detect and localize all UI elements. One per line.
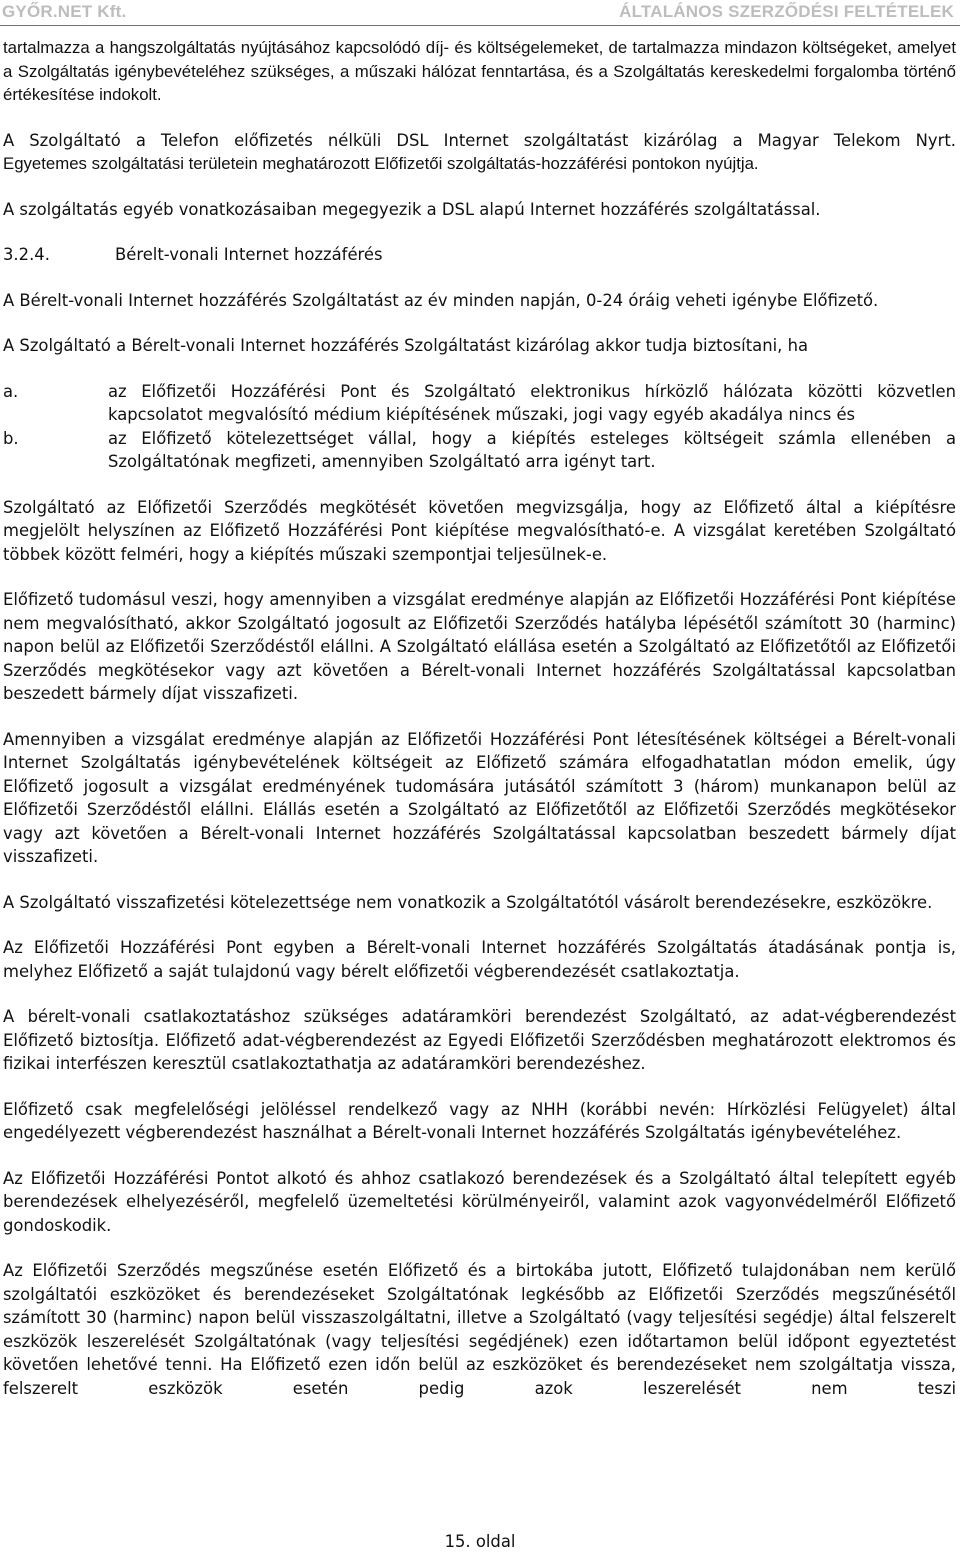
paragraph-14: Az Előfizetői Szerződés megszűnése esetén Előfizető és a birtokába jutott, Előfizető tulajdonában nem kerülő szolgáltatói eszközöket és berendezéseket Szolgáltatónak legkésőbb az Előfizetői Szerződés megszűnésétől számított 30 (harminc) napon belül visszaszolgáltatni, illetve a Szolgáltató (vagy teljesítési segédje) által felszerelt eszközök leszerelését Szolgáltatónak (vagy teljesítési segédjének) ezen időtartamon belül időpont egyeztetést követően lehetővé tenni. Ha Előfizető ezen időn belül az eszközöket és berendezéseket nem szolgáltatja vissza, felszerelt eszközök esetén pedig azok leszerelését nem teszi	[3, 1261, 956, 1398]
list-marker: b.	[3, 428, 19, 448]
paragraph-10: Az Előfizetői Hozzáférési Pont egyben a Bérelt-vonali Internet hozzáférés Szolgáltatás átadásának pontja is, melyhez Előfizető a saját tulajdonú vagy bérelt előfizetői végberendezését csatlakoztatja.	[3, 938, 956, 981]
document-body	[3, 36, 956, 1422]
paragraph-2-line-2: Egyetemes szolgáltatási területein meghatározott Előfizetői szolgáltatás-hozzáférési pontokon nyújtja.	[3, 154, 759, 173]
paragraph-3: A szolgáltatás egyéb vonatkozásaiban megegyezik a DSL alapú Internet hozzáférés szolgáltatással.	[3, 199, 821, 219]
paragraph-6: Szolgáltató az Előfizetői Szerződés megkötését követően megvizsgálja, hogy az Előfizető által a kiépítésre megjelölt helyszínen az Előfizető Hozzáférési Pont kiépítése megvalósítható-e. A vizsgálat keretében Szolgáltató többek között felméri, hogy a kiépítés műszaki szempontjai teljesülnek-e.	[3, 497, 956, 564]
page-header	[0, 0, 960, 24]
section-heading	[3, 243, 956, 267]
paragraph-9: A Szolgáltató visszafizetési kötelezettsége nem vonatkozik a Szolgáltatótól vásárolt berendezésekre, eszközökre.	[3, 892, 933, 912]
document-title: ÁLTALÁNOS SZERZŐDÉSI FELTÉTELEK	[619, 2, 954, 21]
list-item	[3, 427, 956, 474]
page-number: 15. oldal	[444, 1532, 516, 1551]
paragraph-4: A Bérelt-vonali Internet hozzáférés Szolgáltatást az év minden napján, 0-24 óráig veheti igénybe Előfizető.	[3, 290, 879, 310]
section-number: 3.2.4.	[3, 245, 50, 264]
paragraph-11: A bérelt-vonali csatlakoztatáshoz szükséges adatáramköri berendezést Szolgáltató, az adat-végberendezést Előfizető biztosítja. Előfizető adat-végberendezést az Egyedi Előfizetői Szerződésben meghatározott elektromos és fizikai interfészen keresztül csatlakoztathatja az adatáramköri berendezéshez.	[3, 1007, 956, 1073]
paragraph-2-line-1: A Szolgáltató a Telefon előfizetés nélküli DSL Internet szolgáltatást kizárólag a Magyar Telekom Nyrt.	[3, 130, 956, 150]
condition-list	[3, 380, 956, 474]
list-marker: a.	[3, 381, 19, 401]
paragraph-13: Az Előfizetői Hozzáférési Pontot alkotó és ahhoz csatlakozó berendezések és a Szolgáltató által telepített egyéb berendezések elhelyezéséről, megfelelő üzemeltetési körülményeiről, valamint azok vagyonvédelméről Előfizető gondoskodik.	[3, 1168, 956, 1235]
paragraph-12: Előfizető csak megfelelőségi jelöléssel rendelkező vagy az NHH (korábbi nevén: Hírközlési Felügyelet) által engedélyezett végberendezést használhat a Bérelt-vonali Internet hozzáférés Szolgáltatás igénybevételéhez.	[3, 1099, 956, 1142]
paragraph-8: Amennyiben a vizsgálat eredménye alapján az Előfizetői Hozzáférési Pont létesítésének költségei a Bérelt-vonali Internet Szolgáltatás igénybevételének költségeit az Előfizető számára elfogadhatatlan módon emelik, úgy Előfizető jogosult a vizsgálat eredményének tudomására jutásától számított 3 (három) munkanapon belül az Előfizetői Szerződéstől elállni. Elállás esetén a Szolgáltató az Előfizetőtől az Előfizetői Szerződés megkötésekor vagy azt követően a Bérelt-vonali Internet hozzáférés Szolgáltatással kapcsolatban beszedett bármely díjat visszafizeti.	[3, 729, 956, 866]
paragraph-1: tartalmazza a hangszolgáltatás nyújtásához kapcsolódó díj- és költségelemeket, de tartalmazza mindazon költségeket, amelyet a Szolgáltatás igénybevételéhez szükséges, a műszaki hálózat fenntartása, és a Szolgáltatás kereskedelmi forgalomba történő értékesítése indokolt.	[3, 38, 956, 104]
section-title: Bérelt-vonali Internet hozzáférés	[115, 245, 383, 264]
list-item	[3, 380, 956, 427]
list-item-text: az Előfizető kötelezettséget vállal, hogy a kiépítés esteleges költségeit számla ellenében a Szolgáltatónak megfizeti, amennyiben Szolgáltató arra igényt tart.	[108, 428, 956, 471]
paragraph-5: A Szolgáltató a Bérelt-vonali Internet hozzáférés Szolgáltatást kizárólag akkor tudja biztosítani, ha	[3, 336, 808, 355]
paragraph-7: Előfizető tudomásul veszi, hogy amennyiben a vizsgálat eredménye alapján az Előfizetői Hozzáférési Pont kiépítése nem megvalósítható, akkor Szolgáltató jogosult az Előfizetői Szerződés hatályba lépésétől számított 30 (harminc) napon belül az Előfizetői Szerződéstől elállni. A Szolgáltató elállása esetén a Szolgáltató az Előfizetőtől az Előfizetői Szerződés megkötésekor vagy azt követően a Bérelt-vonali Internet hozzáférés Szolgáltatással kapcsolatban beszedett bármely díjat visszafizeti.	[3, 590, 956, 703]
company-name: GYŐR.NET Kft.	[2, 2, 127, 21]
header-divider	[0, 25, 960, 26]
list-item-text: az Előfizetői Hozzáférési Pont és Szolgáltató elektronikus hírközlő hálózata közötti közvetlen kapcsolatot megvalósító médium kiépítésének műszaki, jogi vagy egyéb akadálya nincs és	[108, 381, 956, 424]
